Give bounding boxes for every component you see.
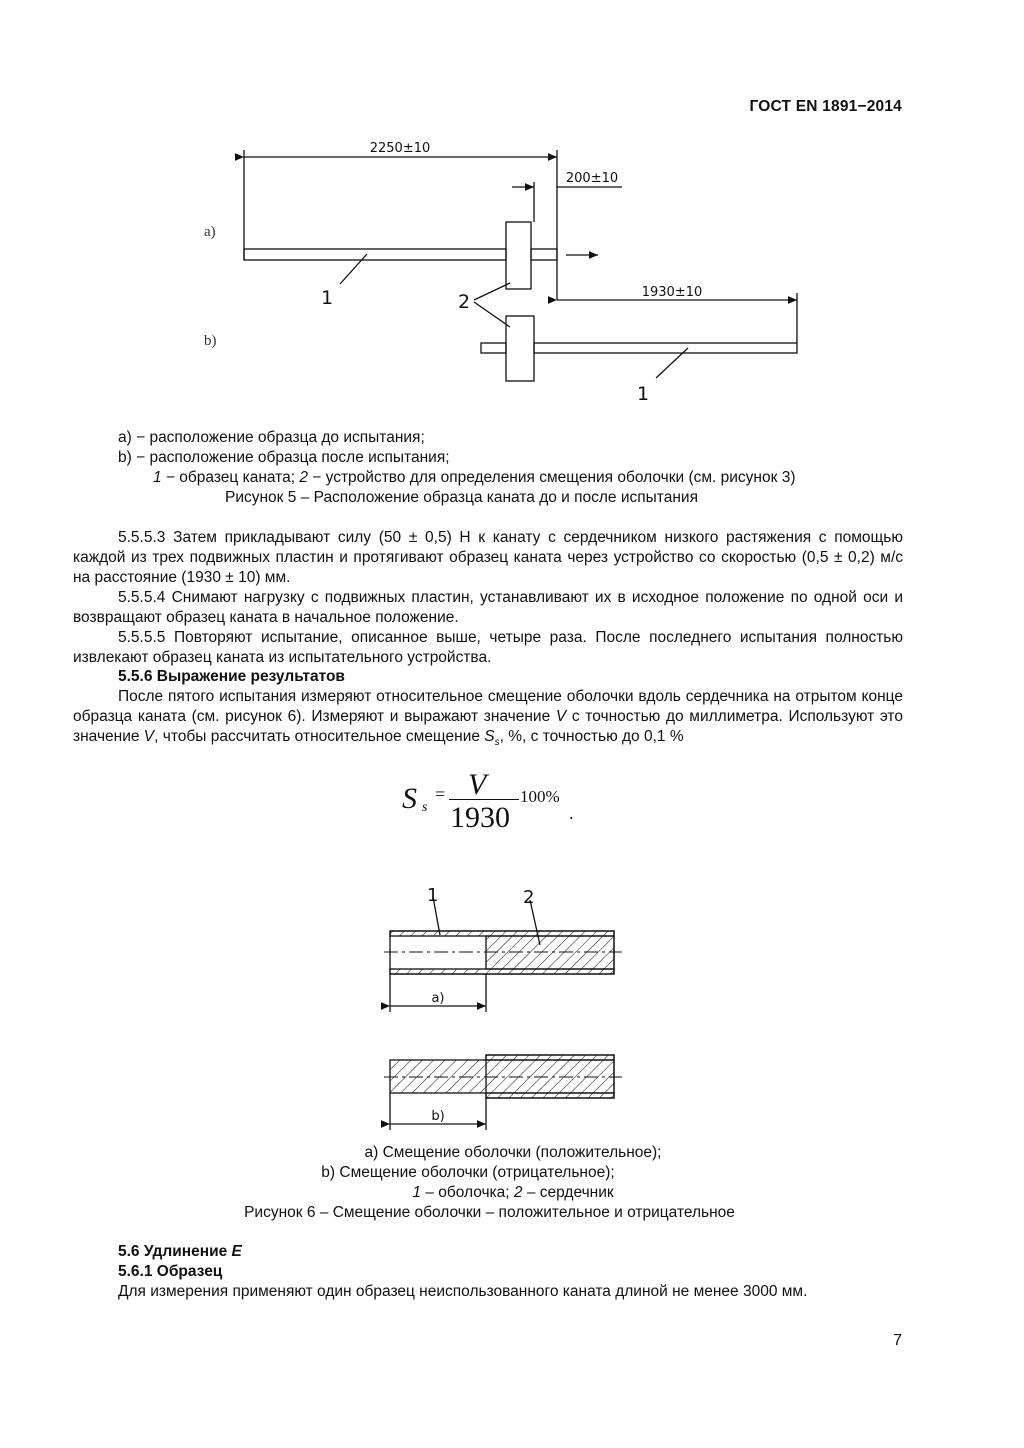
fig5-legend-b: b) − расположение образца после испытания; — [118, 449, 450, 466]
paragraph-5-6-1: Для измерения применяют один образец неиспользованного каната длиной не менее 3000 мм. — [118, 1283, 808, 1300]
p556-var-v2: V — [143, 728, 155, 745]
heading-5-6 — [118, 1243, 242, 1261]
dim-2250-label: 2250±10 — [369, 141, 431, 156]
fig5-label-b: b) — [204, 333, 217, 349]
p556-part-4: , %, с точностью до 0,1 % — [499, 728, 684, 745]
page-number: 7 — [893, 1332, 902, 1349]
formula-end: . — [569, 803, 574, 823]
formula-eq: = — [435, 784, 446, 804]
formula-lhs-sub: s — [422, 800, 428, 815]
p556-part-2: с точностью до миллиметра. Используют это значение — [73, 708, 903, 745]
document-header: ГОСТ EN 1891−2014 — [749, 98, 902, 115]
fig5-ref-2-num: 2 — [299, 469, 308, 486]
heading-5-5-6: 5.5.6 Выражение результатов — [118, 668, 345, 685]
fig6-title: Рисунок 6 – Смещение оболочки – положительное и отрицательное — [244, 1204, 735, 1221]
fig5-ref-2-text: − устройство для определения смещения оболочки (см. рисунок 3) — [307, 469, 796, 486]
fig5-ref-1a: 1 — [321, 287, 334, 309]
dim-1930-label: 1930±10 — [641, 285, 703, 300]
fig5-legend-a: a) − расположение образца до испытания; — [118, 429, 425, 446]
formula-lhs-s: S — [402, 782, 417, 815]
fig6-legend-b: b) Смещение оболочки (отрицательное); — [321, 1164, 615, 1181]
paragraph-5-5-5-5: 5.5.5.5 Повторяют испытание, описанное выше, четыре раза. После последнего испытания полностью извлекают образец каната из испытательного устройства. — [73, 629, 903, 666]
fig6-ref-2: 2 — [523, 887, 535, 908]
fig6-ref-2-text: – сердечник — [522, 1184, 614, 1201]
fig6-label-b: b) — [431, 1109, 445, 1124]
dim-200-label: 200±10 — [565, 171, 619, 186]
p556-var-s-sub: s — [494, 737, 500, 749]
formula-denominator: 1930 — [450, 801, 510, 834]
formula-numerator: V — [468, 768, 487, 801]
fig6-ref-1-text: – оболочка; — [420, 1184, 514, 1201]
fig6-label-a: a) — [431, 991, 445, 1006]
fig6-legend-refs — [73, 1183, 903, 1203]
fig5-ref-1-text: − образец каната; — [161, 469, 300, 486]
fig5-ref-1-num: 1 — [153, 469, 162, 486]
paragraph-5-5-5-4: 5.5.5.4 Снимают нагрузку с подвижных пластин, устанавливают их в исходное положение по одной оси и возвращают образец каната в начальное положение. — [73, 589, 903, 626]
p556-part-1: После пятого испытания измеряют относительное смещение оболочки вдоль сердечника на отрытом конце образца каната (см. рисунок 6). Измеряют и выражают значение — [73, 688, 903, 725]
fig5-title: Рисунок 5 – Расположение образца каната до и после испытания — [225, 489, 698, 506]
heading-5-6-text: 5.6 Удлинение — [118, 1243, 232, 1260]
fig6-ref-1: 1 — [427, 885, 439, 906]
p556-var-s: S — [484, 728, 495, 745]
fig6-legend-a: a) Смещение оболочки (положительное); — [364, 1144, 662, 1161]
fig6-ref-2-num: 2 — [513, 1184, 523, 1201]
heading-5-6-1: 5.6.1 Образец — [118, 1263, 223, 1280]
fig5-label-a: a) — [204, 224, 216, 240]
formula-factor: 100% — [520, 787, 560, 806]
heading-5-6-var-e: E — [231, 1243, 242, 1260]
paragraph-5-5-5-3: 5.5.5.3 Затем прикладывают силу (50 ± 0,5) Н к канату с сердечником низкого растяжения с помощью каждой из трех подвижных пластин и протягивают образец каната через устройство со скоростью (0,5 ± 0,2) м/с на расстояние (1930 ± 10) мм. — [73, 529, 903, 586]
fig5-ref-2: 2 — [458, 291, 471, 313]
fig6-legend — [73, 1143, 903, 1223]
p556-var-v1: V — [555, 708, 567, 725]
fig5-ref-1b: 1 — [637, 383, 650, 405]
p556-part-3: , чтобы рассчитать относительное смещение — [154, 728, 485, 745]
fig6-ref-1-num: 1 — [412, 1184, 421, 1201]
